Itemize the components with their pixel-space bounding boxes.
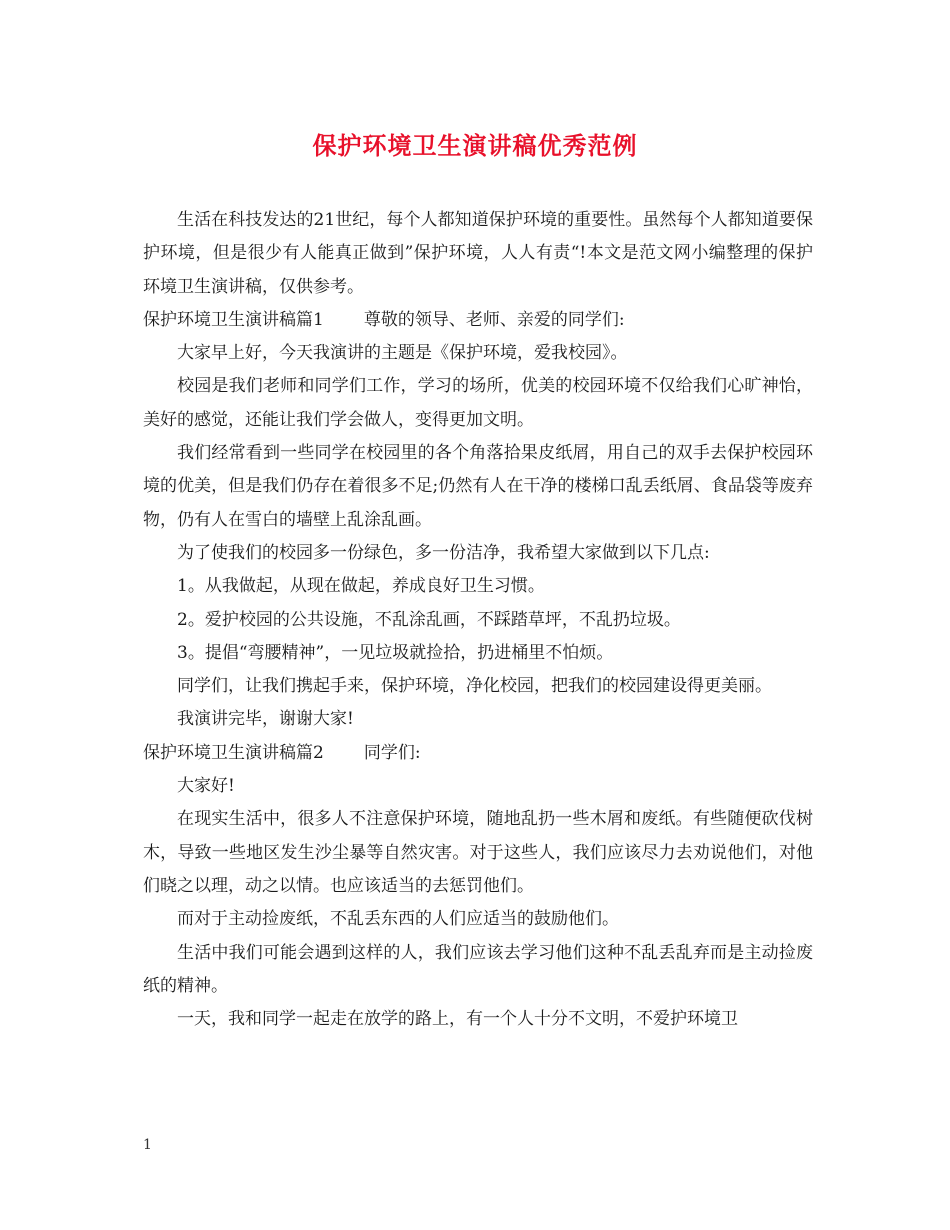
section-heading-line — [143, 737, 813, 770]
salutation: 同学们: — [363, 742, 421, 763]
paragraph: 校园是我们老师和同学们工作，学习的场所，优美的校园环境不仅给我们心旷神怡，美好的感觉，还能让我们学会做人，变得更加文明。 — [143, 376, 813, 430]
list-item: 1。从我做起，从现在做起，养成良好卫生习惯。 — [177, 576, 545, 597]
paragraph: 而对于主动捡废纸，不乱丢东西的人们应适当的鼓励他们。 — [177, 909, 619, 930]
paragraph: 大家好! — [177, 776, 235, 797]
document-title: 保护环境卫生演讲稿优秀范例 — [312, 131, 638, 160]
paragraph: 大家早上好，今天我演讲的主题是《保护环境，爱我校园》。 — [177, 343, 628, 364]
page-number: 1 — [143, 1137, 152, 1153]
paragraph: 我们经常看到一些同学在校园里的各个角落拾果皮纸屑，用自己的双手去保护校园环境的优美，但是我们仍存在着很多不足;仍然有人在干净的楼梯口乱丢纸屑、食品袋等废弃物，仍有人在雪白的墙壁上乱涂乱画。 — [143, 443, 813, 530]
paragraph: 同学们，让我们携起手来，保护环境，净化校园，把我们的校园建设得更美丽。 — [177, 676, 772, 697]
section-heading: 保护环境卫生演讲稿篇1 — [143, 309, 324, 330]
section-heading: 保护环境卫生演讲稿篇2 — [143, 742, 324, 763]
paragraph: 我演讲完毕，谢谢大家! — [177, 709, 354, 730]
paragraph: 为了使我们的校园多一份绿色，多一份洁净，我希望大家做到以下几点: — [177, 542, 710, 563]
paragraph: 在现实生活中，很多人不注意保护环境，随地乱扔一些木屑和废纸。有些随便砍伐树木，导致一些地区发生沙尘暴等自然灾害。对于这些人，我们应该尽力去劝说他们，对他们晓之以理，动之以情。也应该适当的去惩罚他们。 — [143, 809, 813, 896]
section-heading-line — [143, 304, 813, 337]
salutation: 尊敬的领导、老师、亲爱的同学们: — [363, 309, 625, 330]
paragraph: 生活中我们可能会遇到这样的人，我们应该去学习他们这种不乱丢乱弃而是主动捡废纸的精神。 — [143, 942, 813, 996]
paragraph: 生活在科技发达的21世纪，每个人都知道保护环境的重要性。虽然每个人都知道要保护环境，但是很少有人能真正做到”保护环境，人人有责“!本文是范文网小编整理的保护环境卫生演讲稿，仅供参考。 — [143, 210, 813, 297]
list-item: 3。提倡“弯腰精神”，一见垃圾就捡拾，扔进桶里不怕烦。 — [177, 642, 614, 663]
paragraph: 一天，我和同学一起走在放学的路上，有一个人十分不文明，不爱护环境卫 — [177, 1009, 738, 1030]
document-body — [143, 204, 813, 1036]
list-item: 2。爱护校园的公共设施，不乱涂乱画，不踩踏草坪，不乱扔垃圾。 — [177, 609, 681, 630]
